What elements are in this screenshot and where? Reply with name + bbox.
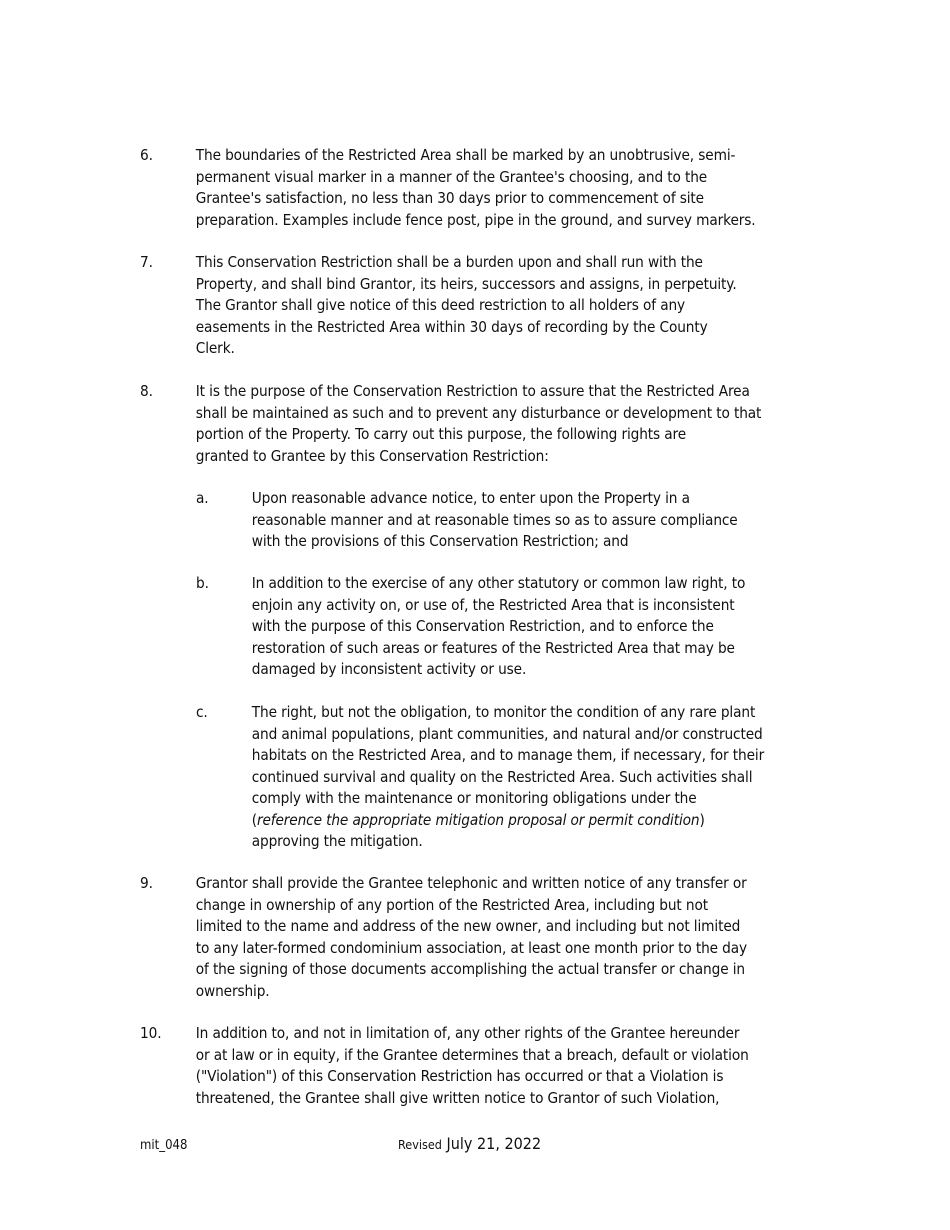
paragraph-text: This Conservation Restriction shall be a burden upon and shall run with the Property, and shall bind Grantor, its heirs, successors and assigns, in perpetuity. The Grantor shall give notice of this deed restriction to all holders of any easements in the Restricted Area within 30 days of recording by the County Clerk.: [195, 253, 737, 357]
paragraph-7: [140, 252, 742, 360]
footer-revision: [398, 1134, 541, 1153]
paragraph-6: [140, 145, 756, 231]
paragraph-9: [140, 873, 747, 1002]
paragraph-8: [140, 381, 762, 467]
paragraph-10: [140, 1023, 749, 1109]
subparagraph-letter: a.: [196, 489, 209, 507]
footer-document-code: mit_048: [140, 1138, 188, 1153]
subparagraph-b: [196, 573, 798, 681]
revised-date: July 21, 2022: [446, 1134, 542, 1153]
paragraph-number: 10.: [140, 1024, 162, 1042]
paragraph-text: The boundaries of the Restricted Area shall be marked by an unobtrusive, semi- permanent visual marker in a manner of the Grantee's choosing, and to the Grantee's satisfaction, no less than 30 days prior to commencement of site preparation. Examples include fence post, pipe in the ground, and survey markers.: [195, 146, 756, 229]
paragraph-number: 9.: [140, 874, 153, 892]
revised-label: Revised: [398, 1137, 442, 1152]
paragraph-text: In addition to, and not in limitation of, any other rights of the Grantee hereunder or at law or in equity, if the Grantee determines that a breach, default or violation ("Violation") of this Conservation Restriction has occurred or that a Violation is threatened, the Grantee shall give written notice to Grantor of such Violation,: [195, 1024, 749, 1107]
italic-reference: reference the appropriate mitigation proposal or permit condition: [256, 810, 700, 829]
subparagraph-text: The right, but not the obligation, to monitor the condition of any rare plant and animal populations, plant communities, and natural and/or constructed habitats on the Restricted Area, and to manage them, if necessary, for their continued survival and quality on the Restricted Area. Such activities shall comply with the maintenance or monitoring obligations under the (reference the appropriate mitigation proposal or permit condition) approving the mitigation.: [252, 702, 798, 853]
subparagraph-letter: c.: [196, 703, 208, 721]
paragraph-number: 6.: [140, 146, 153, 164]
paragraph-text: Grantor shall provide the Grantee telephonic and written notice of any transfer or change in ownership of any portion of the Restricted Area, including but not limited to the name and address of the new owner, and including but not limited to any later-formed condominium association, at least one month prior to the day of the signing of those documents accomplishing the actual transfer or change in ownership.: [195, 874, 747, 1000]
paragraph-text: It is the purpose of the Conservation Restriction to assure that the Restricted Area shall be maintained as such and to prevent any disturbance or development to that portion of the Property. To carry out this purpose, the following rights are granted to Grantee by this Conservation Restriction:: [195, 382, 762, 465]
subparagraph-text: In addition to the exercise of any other statutory or common law right, to enjoin any activity on, or use of, the Restricted Area that is inconsistent with the purpose of this Conservation Restriction, and to enforce the restoration of such areas or features of the Restricted Area that may be damaged by inconsistent activity or use.: [251, 574, 746, 678]
subparagraph-c: [196, 702, 798, 853]
subparagraph-text: Upon reasonable advance notice, to enter upon the Property in a reasonable manner and at reasonable times so as to assure compliance with the provisions of this Conservation Restriction; and: [251, 489, 738, 550]
subparagraph-letter: b.: [196, 574, 209, 592]
paragraph-number: 7.: [140, 253, 153, 271]
subparagraph-a: [196, 488, 798, 553]
paragraph-number: 8.: [140, 382, 153, 400]
italic-reference-line: (reference the appropriate mitigation proposal or permit condition): [251, 810, 705, 829]
